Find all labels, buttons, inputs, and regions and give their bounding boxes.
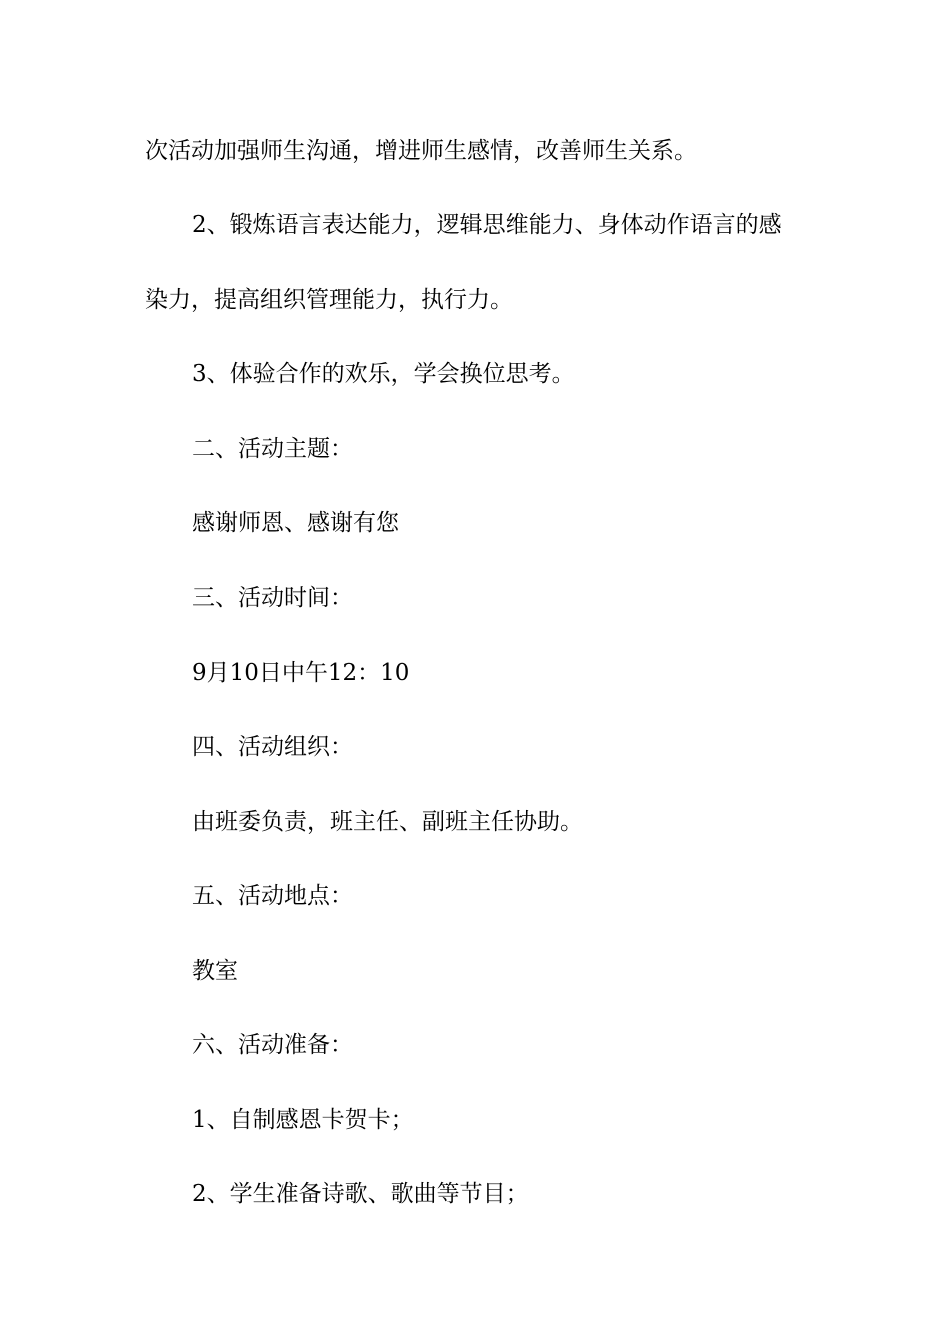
heading-organization: 四、活动组织： xyxy=(192,734,353,760)
heading-theme: 二、活动主题： xyxy=(192,436,353,462)
text-preparation-1: 1、自制感恩卡贺卡； xyxy=(192,1107,414,1133)
paragraph-goal-2: 2、锻炼语言表达能力，逻辑思维能力、身体动作语言的感 xyxy=(192,212,782,238)
paragraph-goal-3: 3、体验合作的欢乐，学会换位思考。 xyxy=(192,361,575,387)
text-location: 教室 xyxy=(192,958,238,984)
heading-time: 三、活动时间： xyxy=(192,585,353,611)
text-theme: 感谢师恩、感谢有您 xyxy=(192,510,399,536)
text-preparation-2: 2、学生准备诗歌、歌曲等节目； xyxy=(192,1181,529,1207)
text-time: 9月10日中午12：10 xyxy=(192,660,410,686)
paragraph-goal-2-cont: 染力，提高组织管理能力，执行力。 xyxy=(145,287,513,313)
heading-location: 五、活动地点： xyxy=(192,883,353,909)
paragraph-continuation: 次活动加强师生沟通，增进师生感情，改善师生关系。 xyxy=(145,138,697,164)
text-organization: 由班委负责，班主任、副班主任协助。 xyxy=(192,809,583,835)
heading-preparation: 六、活动准备： xyxy=(192,1032,353,1058)
